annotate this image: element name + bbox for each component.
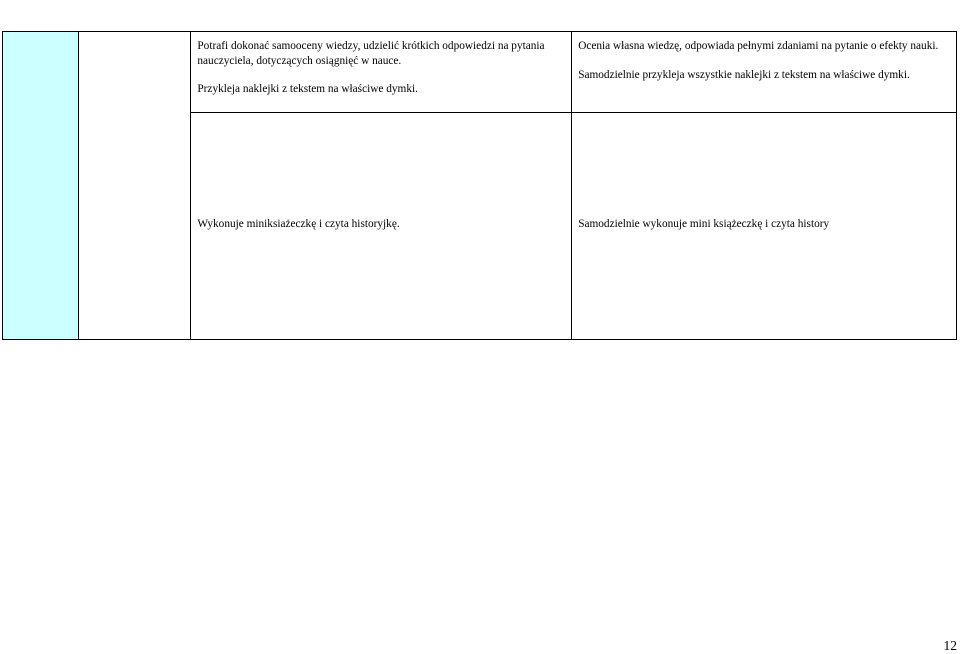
page-number: 12 [943,638,957,653]
criteria-text: Samodzielnie przykleja wszystkie naklejki z tekstem na właściwe dymki. [578,68,910,81]
criteria-text: Przykleja naklejki z tekstem na właściwe dymki. [197,83,418,95]
criteria-text: Potrafi dokonać samooceny wiedzy, udzielić krótkich odpowiedzi na pytania nauczyciela, dotyczących osiągnięć w nauce. [197,40,545,67]
criteria-cell-basic [191,113,572,340]
table-row [3,32,957,113]
assessment-table [2,31,957,340]
criteria-text: Samodzielnie wykonuje mini książeczkę i czyta history [578,218,830,230]
highlighted-side-column [3,32,79,340]
criteria-cell-basic [191,32,572,113]
criteria-text: Wykonuje miniksiażeczkę i czyta historyjkę. [197,218,400,230]
criteria-cell-advanced [572,113,957,340]
criteria-cell-advanced [572,32,957,113]
criteria-text: Ocenia własna wiedzę, odpowiada pełnymi zdaniami na pytanie o efekty nauki. [578,40,939,52]
empty-side-column [79,32,191,340]
